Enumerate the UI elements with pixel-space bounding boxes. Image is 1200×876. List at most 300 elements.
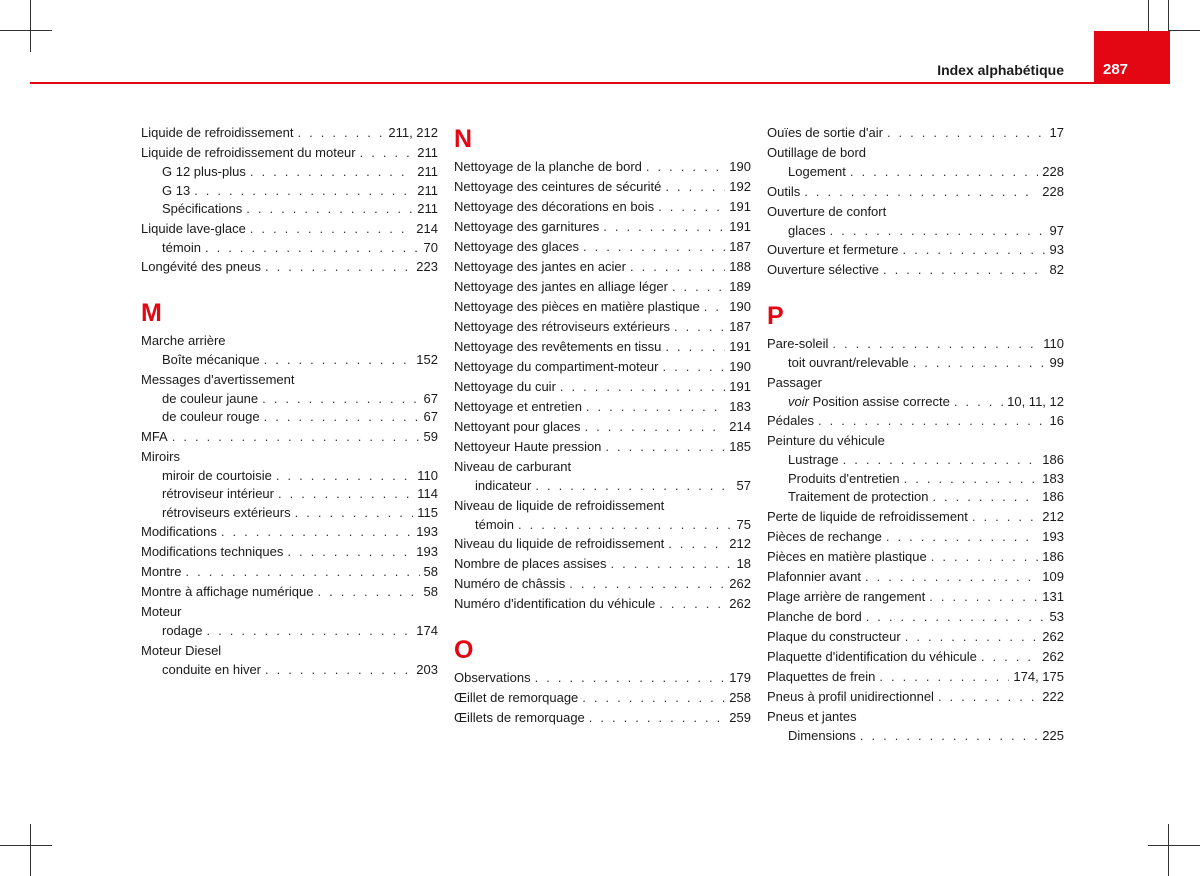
dot-leader: [903, 240, 1046, 260]
page-reference: 211: [417, 201, 438, 216]
index-entry: [454, 688, 751, 708]
page-reference: 214: [416, 220, 438, 236]
dot-leader: [672, 277, 725, 297]
index-entry: [767, 667, 1064, 687]
page-reference: 59: [423, 428, 438, 444]
dot-leader: [589, 708, 726, 728]
entry-term: Nombre de places assises: [454, 556, 607, 571]
index-entry: [141, 562, 438, 582]
index-subentry: [141, 200, 438, 219]
entry-term: Pièces en matière plastique: [767, 548, 927, 564]
dot-leader: [904, 470, 1039, 489]
dot-leader: [535, 668, 726, 688]
entry-term: Nettoyage du cuir: [454, 379, 556, 394]
entry-term: Nettoyage des décorations en bois: [454, 199, 655, 214]
page-reference: 17: [1049, 125, 1064, 140]
dot-leader: [662, 357, 725, 377]
index-entry: [141, 331, 438, 351]
entry-term: Traitement de protection: [788, 489, 929, 504]
entry-term: Pneus à profil unidirectionnel: [767, 688, 934, 704]
index-subentry: [767, 451, 1064, 470]
dot-leader: [905, 627, 1039, 647]
page-reference: 211: [417, 164, 438, 179]
entry-term: Peinture du véhicule: [767, 433, 885, 448]
page-reference: 191: [729, 339, 751, 354]
index-entry: [767, 334, 1064, 354]
entry-term: Nettoyeur Haute pression: [454, 439, 602, 454]
dot-leader: [205, 239, 420, 258]
index-entry: [454, 217, 751, 237]
dot-leader: [674, 317, 725, 337]
entry-term: Moteur: [141, 604, 182, 619]
entry-term: Moteur Diesel: [141, 642, 222, 658]
index-subentry: [141, 390, 438, 409]
page-reference: 189: [729, 279, 751, 294]
dot-leader: [879, 667, 1009, 687]
entry-term: Perte de liquide de refroidissement: [767, 508, 968, 524]
index-entry: [767, 587, 1064, 607]
index-entry: [454, 257, 751, 277]
entry-term: Ouïes de sortie d'air: [767, 125, 883, 140]
page-reference: 262: [1042, 628, 1064, 644]
dot-leader: [887, 123, 1046, 143]
entry-term: Passager: [767, 374, 822, 390]
index-entry: [454, 157, 751, 177]
index-entry: [454, 554, 751, 574]
page-reference: 53: [1049, 608, 1064, 624]
entry-term: miroir de courtoisie: [162, 467, 272, 483]
entry-term: Œillets de remorquage: [454, 710, 585, 725]
index-subentry: [767, 222, 1064, 241]
dot-leader: [665, 177, 725, 197]
index-entry: [454, 594, 751, 614]
index-subentry: [141, 239, 438, 258]
entry-term: Nettoyage et entretien: [454, 399, 582, 414]
index-subentry: [454, 516, 751, 535]
index-entry: [454, 496, 751, 516]
page-reference: 187: [729, 239, 751, 254]
dot-leader: [981, 647, 1038, 667]
crop-mark: [30, 824, 31, 876]
index-entry: [141, 602, 438, 622]
entry-term: Nettoyage des jantes en acier: [454, 259, 626, 274]
page-number: 287: [1103, 61, 1129, 78]
page-reference: 183: [1042, 470, 1064, 486]
entry-term: rétroviseurs extérieurs: [162, 504, 291, 520]
entry-term: Pièces de rechange: [767, 528, 882, 544]
entry-term: Numéro de châssis: [454, 576, 566, 591]
dot-leader: [865, 567, 1038, 587]
index-entry: [767, 373, 1064, 393]
dot-leader: [929, 587, 1038, 607]
entry-term: Nettoyage du compartiment-moteur: [454, 359, 659, 374]
entry-term: Liquide de refroidissement: [141, 125, 294, 140]
index-column-2: [454, 123, 751, 728]
page-reference: 58: [423, 564, 438, 579]
entry-term: Nettoyage des rétroviseurs extérieurs: [454, 319, 671, 334]
page-reference: 18: [736, 556, 751, 571]
index-entry: [767, 202, 1064, 222]
entry-term: glaces: [788, 222, 826, 238]
dot-leader: [206, 622, 412, 641]
index-entry: [141, 447, 438, 467]
page-reference: 10, 11, 12: [1007, 393, 1064, 409]
entry-term: [788, 393, 950, 412]
dot-leader: [569, 574, 725, 594]
dot-leader: [931, 547, 1039, 567]
entry-term: Pédales: [767, 413, 814, 428]
entry-term: Planche de bord: [767, 608, 862, 624]
crop-mark: [0, 845, 52, 846]
dot-leader: [668, 534, 725, 554]
dot-leader: [276, 467, 413, 486]
dot-leader: [818, 411, 1046, 431]
page-reference: 190: [729, 359, 751, 374]
entry-term: Logement: [788, 164, 846, 179]
entry-term: Marche arrière: [141, 333, 226, 348]
dot-leader: [832, 334, 1039, 354]
index-entry: [141, 219, 438, 239]
entry-term: Plage arrière de rangement: [767, 588, 926, 604]
index-entry: [767, 182, 1064, 202]
page-reference: 190: [729, 299, 751, 314]
dot-leader: [535, 477, 732, 496]
dot-leader: [584, 417, 725, 437]
dot-leader: [582, 688, 725, 708]
dot-leader: [883, 260, 1046, 280]
page-reference: 97: [1049, 222, 1064, 238]
entry-term: Pare-soleil: [767, 336, 829, 351]
index-entry: [141, 582, 438, 602]
dot-leader: [518, 516, 733, 535]
dot-leader: [704, 297, 726, 317]
dot-leader: [830, 222, 1046, 241]
index-entry: [141, 641, 438, 661]
index-subentry: [767, 163, 1064, 182]
entry-term: Longévité des pneus: [141, 259, 261, 274]
entry-term-text: Position assise correcte: [808, 393, 950, 409]
page-reference: 110: [1043, 336, 1064, 351]
page-number-tab: [1094, 31, 1170, 84]
entry-term: Modifications techniques: [141, 544, 284, 559]
index-entry: [767, 687, 1064, 707]
dot-leader: [317, 582, 419, 602]
page-reference: 186: [1042, 452, 1064, 467]
entry-term: Pneus et jantes: [767, 708, 857, 724]
index-entry: [141, 123, 438, 143]
index-entry: [141, 257, 438, 277]
index-entry: [767, 707, 1064, 727]
index-subentry: [454, 477, 751, 496]
dot-leader: [938, 687, 1038, 707]
dot-leader: [850, 163, 1038, 182]
entry-term: Spécifications: [162, 201, 243, 216]
entry-term: de couleur rouge: [162, 409, 260, 424]
page-reference: 203: [416, 661, 438, 677]
index-subentry: [141, 485, 438, 504]
entry-term: Ouverture et fermeture: [767, 242, 899, 257]
index-entry: [454, 534, 751, 554]
dot-leader: [262, 390, 419, 409]
dot-leader: [665, 337, 725, 357]
page-reference: 186: [1042, 548, 1064, 564]
index-entry: [454, 397, 751, 417]
page-reference: 191: [729, 219, 751, 234]
entry-term: Observations: [454, 670, 531, 685]
dot-leader: [932, 488, 1038, 507]
index-subentry: [141, 661, 438, 680]
dot-leader: [886, 527, 1038, 547]
crop-mark: [30, 0, 31, 52]
index-entry: [454, 417, 751, 437]
entry-term: indicateur: [475, 478, 532, 493]
page-reference: 131: [1042, 588, 1064, 604]
dot-leader: [866, 607, 1046, 627]
page-reference: 174: [416, 623, 438, 638]
entry-term: Plaque du constructeur: [767, 628, 901, 644]
page-reference: 228: [1042, 183, 1064, 199]
entry-term: Dimensions: [788, 727, 856, 743]
letter-heading: O: [454, 636, 474, 664]
entry-term: Miroirs: [141, 448, 180, 464]
entry-term: de couleur jaune: [162, 390, 259, 406]
entry-term: Niveau de liquide de refroidissement: [454, 497, 665, 513]
page-reference: 262: [729, 596, 751, 611]
entry-term: Plaquettes de frein: [767, 668, 876, 684]
page-reference: 115: [417, 504, 438, 520]
entry-term: Outillage de bord: [767, 145, 867, 160]
entry-term: Montre à affichage numérique: [141, 584, 314, 599]
index-entry: [767, 123, 1064, 143]
dot-leader: [658, 197, 725, 217]
page-reference: 212: [1042, 508, 1064, 524]
page-reference: 225: [1042, 727, 1064, 743]
entry-term: Nettoyage des revêtements en tissu: [454, 339, 662, 354]
index-entry: [767, 567, 1064, 587]
dot-leader: [586, 397, 725, 417]
index-entry: [767, 527, 1064, 547]
page-title: Index alphabétique: [937, 62, 1064, 78]
dot-leader: [603, 217, 725, 237]
index-entry: [767, 411, 1064, 431]
index-entry: [767, 647, 1064, 667]
dot-leader: [804, 182, 1038, 202]
dot-leader: [265, 661, 412, 680]
entry-term: Plaquette d'identification du véhicule: [767, 648, 977, 664]
index-entry: [454, 237, 751, 257]
dot-leader: [360, 143, 414, 163]
index-entry: [767, 143, 1064, 163]
header-rule: [30, 82, 1096, 84]
crop-mark: [1148, 845, 1200, 846]
entry-term: Ouverture de confort: [767, 203, 887, 219]
dot-leader: [954, 393, 1003, 412]
page-reference: 191: [729, 199, 751, 214]
index-entry: [767, 240, 1064, 260]
page-reference: 110: [417, 467, 438, 483]
page-reference: 114: [417, 486, 438, 501]
entry-term: Œillet de remorquage: [454, 690, 579, 705]
dot-leader: [250, 163, 413, 182]
entry-term: Ouverture sélective: [767, 262, 879, 277]
entry-term: conduite en hiver: [162, 661, 262, 677]
page-reference: 179: [729, 670, 751, 685]
letter-heading: M: [141, 299, 162, 327]
index-subentry: [141, 351, 438, 370]
page-reference: 259: [729, 710, 751, 725]
entry-term: Liquide lave-glace: [141, 220, 246, 236]
entry-term: Nettoyage des pièces en matière plastique: [454, 299, 700, 314]
dot-leader: [185, 562, 419, 582]
dot-leader: [194, 182, 413, 201]
entry-term: Modifications: [141, 524, 217, 539]
index-subentry: [141, 163, 438, 182]
page-reference: 183: [729, 399, 751, 414]
index-entry: [454, 277, 751, 297]
page-reference: 174, 175: [1013, 668, 1064, 684]
dot-leader: [913, 354, 1046, 373]
entry-term: rétroviseur intérieur: [162, 486, 274, 501]
entry-term: Outils: [767, 183, 801, 199]
index-entry: [454, 317, 751, 337]
index-entry: [454, 668, 751, 688]
index-entry: [767, 607, 1064, 627]
page-reference: 191: [729, 379, 751, 394]
page-reference: 262: [729, 576, 751, 591]
index-entry: [141, 522, 438, 542]
index-entry: [454, 708, 751, 728]
entry-term: Numéro d'identification du véhicule: [454, 596, 656, 611]
dot-leader: [246, 200, 413, 219]
entry-term: Montre: [141, 564, 182, 579]
entry-term: Niveau de carburant: [454, 459, 572, 474]
index-subentry: [767, 393, 1064, 412]
index-column-3: [767, 123, 1064, 745]
page-reference: 67: [423, 409, 438, 424]
page-reference: 186: [1042, 489, 1064, 504]
index-entry: [767, 507, 1064, 527]
dot-leader: [278, 485, 413, 504]
dot-leader: [860, 727, 1038, 746]
index-subentry: [141, 182, 438, 201]
page-reference: 58: [423, 584, 438, 599]
index-subentry: [767, 470, 1064, 489]
page-reference: 185: [729, 439, 751, 454]
index-subentry: [141, 467, 438, 486]
dot-leader: [659, 594, 725, 614]
page-reference: 214: [729, 419, 751, 434]
page-reference: 67: [423, 390, 438, 406]
crop-mark: [1168, 824, 1169, 876]
letter-heading: N: [454, 125, 473, 153]
dot-leader: [264, 351, 413, 370]
see-reference: voir: [788, 393, 809, 409]
index-entry: [767, 260, 1064, 280]
index-entry: [767, 627, 1064, 647]
page-reference: 16: [1049, 413, 1064, 428]
entry-term: Niveau du liquide de refroidissement: [454, 536, 665, 551]
page-reference: 70: [423, 239, 438, 255]
entry-term: toit ouvrant/relevable: [788, 355, 909, 370]
entry-term: Nettoyage des garnitures: [454, 219, 600, 234]
dot-leader: [630, 257, 725, 277]
entry-term: rodage: [162, 623, 203, 638]
index-entry: [141, 370, 438, 390]
index-subentry: [141, 622, 438, 641]
page-reference: 99: [1049, 355, 1064, 370]
entry-term: témoin: [162, 239, 202, 255]
page-reference: 193: [416, 544, 438, 559]
crop-mark: [1168, 0, 1169, 30]
index-subentry: [141, 408, 438, 427]
dot-leader: [221, 522, 412, 542]
entry-term: Nettoyant pour glaces: [454, 419, 581, 434]
page-reference: 187: [729, 319, 751, 334]
page-reference: 228: [1042, 164, 1064, 179]
index-subentry: [767, 488, 1064, 507]
index-entry: [454, 437, 751, 457]
dot-leader: [972, 507, 1038, 527]
dot-leader: [610, 554, 732, 574]
dot-leader: [250, 219, 413, 239]
page-reference: 75: [736, 516, 751, 532]
index-entry: [454, 457, 751, 477]
page-reference: 152: [416, 352, 438, 367]
page-reference: 109: [1042, 568, 1064, 584]
page-reference: 223: [416, 259, 438, 274]
index-entry: [141, 143, 438, 163]
index-entry: [454, 337, 751, 357]
entry-term: Nettoyage des ceintures de sécurité: [454, 179, 662, 194]
entry-term: témoin: [475, 516, 515, 532]
dot-leader: [560, 377, 725, 397]
page-reference: 258: [729, 690, 751, 705]
entry-term: Nettoyage des glaces: [454, 239, 580, 254]
entry-term: Liquide de refroidissement du moteur: [141, 145, 356, 160]
entry-term: Nettoyage de la planche de bord: [454, 159, 642, 174]
index-entry: [454, 574, 751, 594]
dot-leader: [297, 123, 384, 143]
index-entry: [454, 177, 751, 197]
index-entry: [767, 431, 1064, 451]
page-reference: 222: [1042, 688, 1064, 704]
page-reference: 188: [729, 259, 751, 274]
entry-term: Lustrage: [788, 452, 839, 467]
dot-leader: [172, 427, 420, 447]
page-reference: 193: [416, 524, 438, 539]
page-reference: 211: [417, 182, 438, 198]
index-subentry: [767, 354, 1064, 373]
page-reference: 211, 212: [388, 125, 438, 140]
letter-heading: P: [767, 302, 784, 330]
entry-term: Produits d'entretien: [788, 470, 900, 486]
entry-term: MFA: [141, 428, 168, 444]
index-entry: [454, 377, 751, 397]
index-column-1: [141, 123, 438, 679]
entry-term: G 13: [162, 182, 191, 198]
index-entry: [141, 427, 438, 447]
dot-leader: [287, 542, 412, 562]
page-reference: 93: [1049, 242, 1064, 257]
dot-leader: [295, 504, 414, 523]
entry-term: Nettoyage des jantes en alliage léger: [454, 279, 668, 294]
dot-leader: [646, 157, 725, 177]
dot-leader: [265, 257, 412, 277]
page-reference: 262: [1042, 648, 1064, 664]
entry-term: Messages d'avertissement: [141, 371, 295, 387]
page-reference: 193: [1042, 528, 1064, 544]
page-reference: 211: [417, 145, 438, 160]
